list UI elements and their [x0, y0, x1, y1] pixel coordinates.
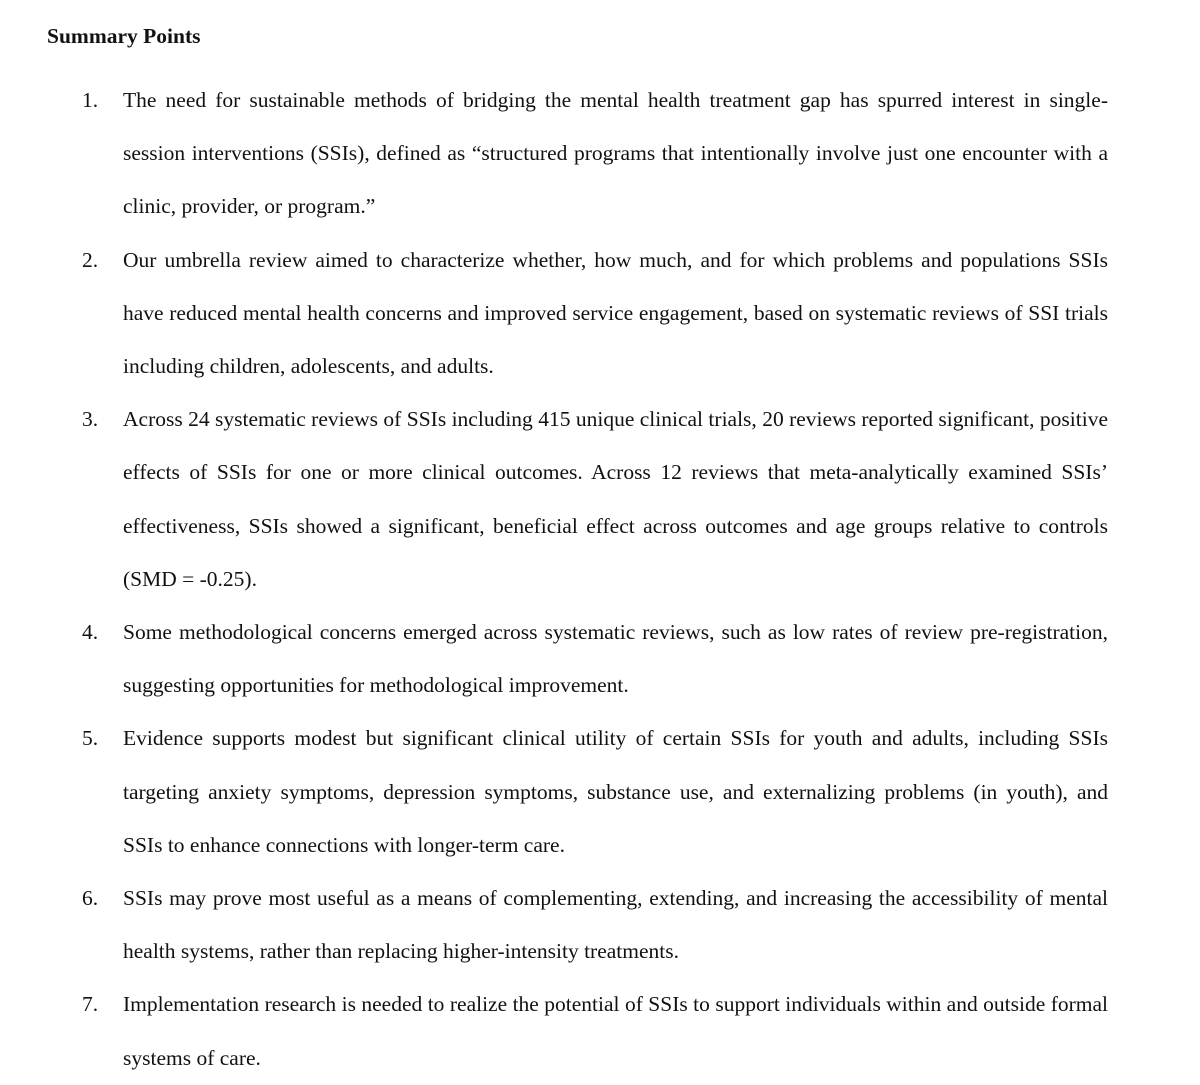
- point-number: 7.: [82, 992, 99, 1017]
- summary-points-list: [0, 74, 1200, 1085]
- section-heading: Summary Points: [47, 24, 201, 48]
- point-text: Evidence supports modest but significant clinical utility of certain SSIs for youth and adults, including SSIs targeting anxiety symptoms, depression symptoms, substance use, and externalizing problems (in youth), and SSIs to enhance connections with longer-term care.: [123, 726, 1108, 857]
- summary-point: [0, 712, 1108, 872]
- summary-point: [0, 234, 1108, 394]
- summary-point: [0, 606, 1108, 712]
- summary-point: [0, 872, 1108, 978]
- point-number: 3.: [82, 407, 99, 432]
- point-text: SSIs may prove most useful as a means of complementing, extending, and increasing the accessibility of mental health systems, rather than replacing higher-intensity treatments.: [123, 886, 1108, 964]
- point-text: Some methodological concerns emerged across systematic reviews, such as low rates of review pre-registration, suggesting opportunities for methodological improvement.: [123, 620, 1108, 698]
- point-number: 2.: [82, 247, 99, 272]
- point-text: Across 24 systematic reviews of SSIs including 415 unique clinical trials, 20 reviews reported significant, positive effects of SSIs for one or more clinical outcomes. Across 12 reviews that meta-analytically examined SSIs’ effectiveness, SSIs showed a significant, beneficial effect across outcomes and age groups relative to controls (SMD = -0.25).: [123, 407, 1108, 591]
- point-number: 6.: [82, 886, 99, 911]
- point-text: The need for sustainable methods of bridging the mental health treatment gap has spurred interest in single-session interventions (SSIs), defined as “structured programs that intentionally involve just one encounter with a clinic, provider, or program.”: [123, 88, 1108, 219]
- summary-point: [0, 74, 1108, 234]
- point-text: Our umbrella review aimed to characterize whether, how much, and for which problems and populations SSIs have reduced mental health concerns and improved service engagement, based on systematic reviews of SSI trials including children, adolescents, and adults.: [123, 247, 1108, 379]
- summary-point: [0, 393, 1108, 606]
- point-number: 1.: [82, 88, 99, 112]
- point-text: Implementation research is needed to realize the potential of SSIs to support individuals within and outside formal systems of care.: [123, 992, 1108, 1070]
- point-number: 4.: [82, 620, 99, 645]
- summary-point: [0, 978, 1108, 1084]
- point-number: 5.: [82, 726, 99, 751]
